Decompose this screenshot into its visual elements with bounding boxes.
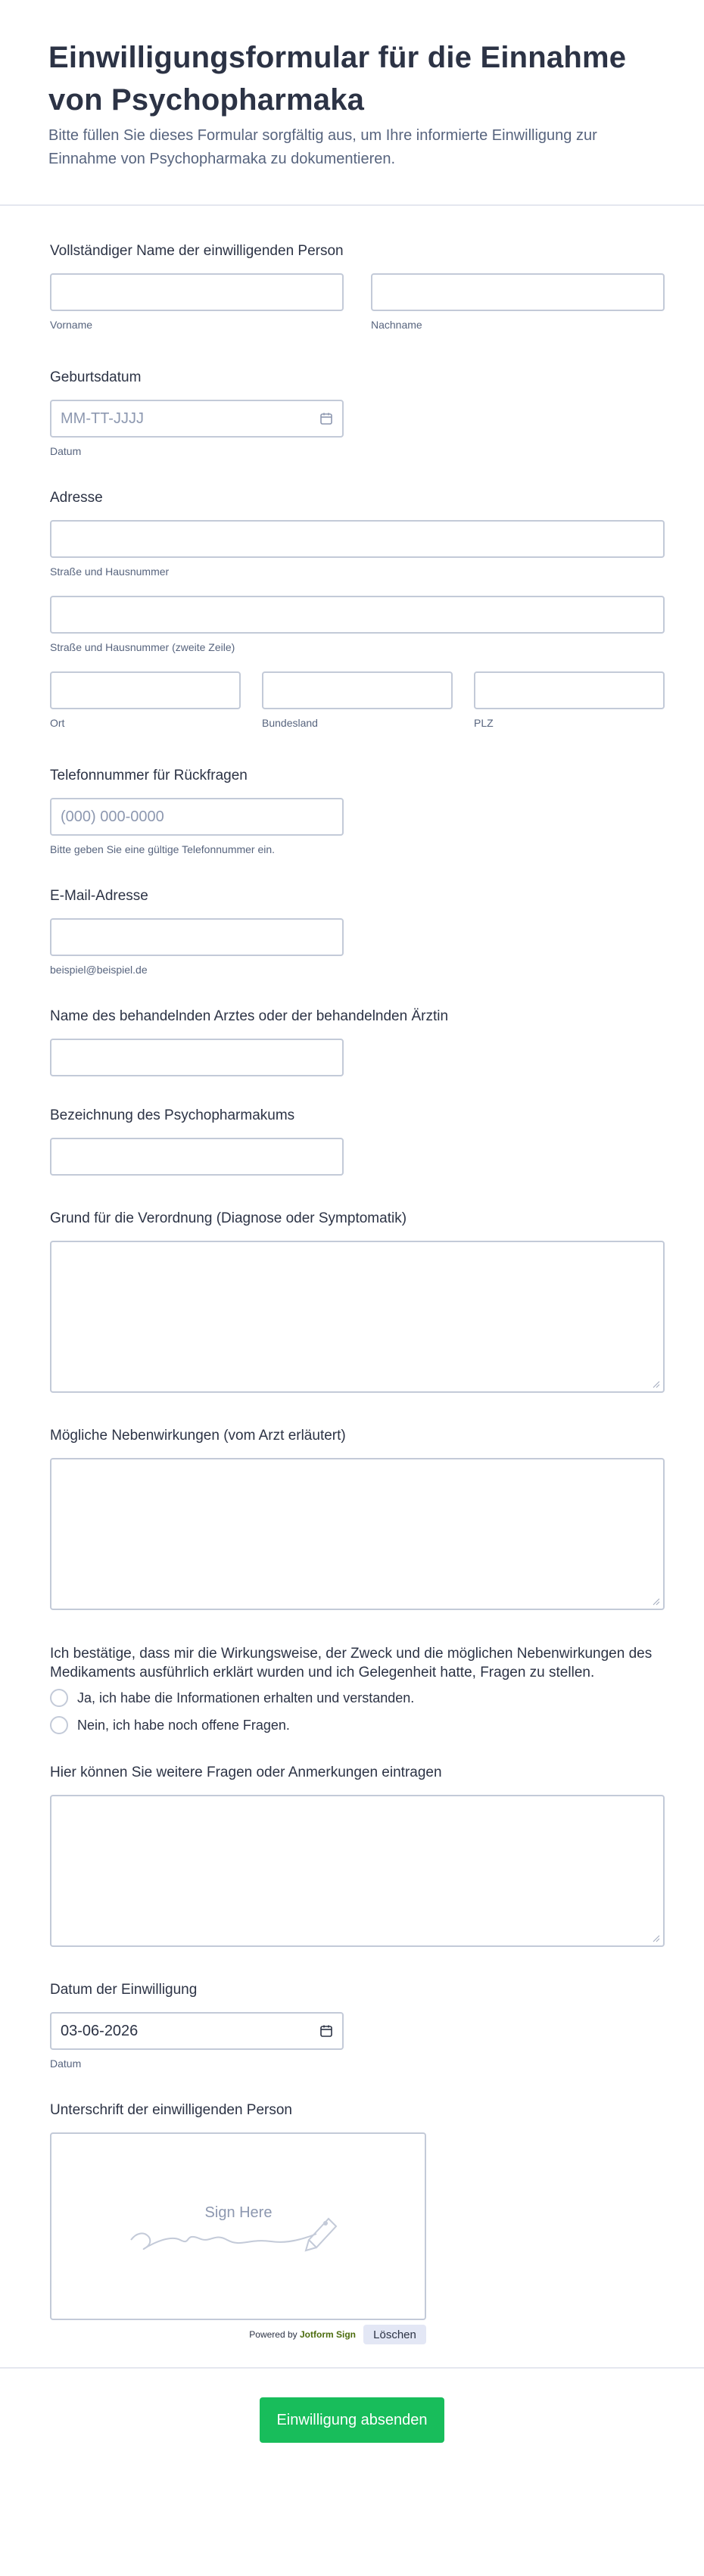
signature-pad[interactable]	[50, 2132, 426, 2320]
jotform-sign-brand: Jotform Sign	[300, 2329, 356, 2340]
confirmation-options	[50, 1688, 654, 1735]
consent-date-field	[42, 1981, 662, 2071]
confirmation-field	[42, 1644, 662, 1735]
birthdate-label: Geburtsdatum	[50, 369, 142, 385]
address-label: Adresse	[50, 490, 103, 506]
clear-signature-button[interactable]: Löschen	[363, 2325, 426, 2344]
street2-sublabel: Straße und Hausnummer (zweite Zeile)	[50, 641, 235, 653]
city-input[interactable]	[50, 671, 241, 709]
reason-textarea[interactable]	[50, 1241, 665, 1393]
consent-date-input[interactable]	[50, 2012, 344, 2050]
side-effects-field	[42, 1427, 662, 1610]
street2-input[interactable]	[50, 596, 665, 634]
drug-input[interactable]	[50, 1138, 344, 1176]
drug-label: Bezeichnung des Psychopharmakums	[50, 1107, 295, 1123]
last-name-sublabel: Nachname	[371, 319, 422, 331]
phone-label: Telefonnummer für Rückfragen	[50, 768, 248, 783]
signature-scribble	[131, 2233, 316, 2249]
drug-field	[42, 1107, 662, 1176]
phone-input[interactable]	[50, 798, 344, 836]
questions-label: Hier können Sie weitere Fragen oder Anmerkungen eintragen	[50, 1765, 442, 1780]
doctor-field	[42, 1008, 662, 1076]
first-name-input[interactable]	[50, 273, 344, 311]
birthdate-input[interactable]	[50, 400, 344, 438]
form-header	[0, 0, 704, 206]
birthdate-sublabel: Datum	[50, 445, 82, 457]
calendar-icon[interactable]	[319, 412, 333, 425]
email-input[interactable]	[50, 918, 344, 956]
questions-field	[42, 1764, 662, 1947]
consent-date-label: Datum der Einwilligung	[50, 1982, 198, 1998]
form-title: Einwilligungsformular für die Einnahme von Psychopharmaka	[48, 41, 627, 117]
form-subtitle: Bitte füllen Sie dieses Formular sorgfältig aus, um Ihre informierte Einwilligung zur Einnahme von Psychopharmaka zu dokumentieren.	[48, 127, 597, 167]
side-effects-textarea[interactable]	[50, 1458, 665, 1610]
submit-button[interactable]: Einwilligung absenden	[260, 2397, 444, 2443]
radio-option-yes[interactable]	[50, 1688, 654, 1708]
phone-sublabel: Bitte geben Sie eine gültige Telefonnummer ein.	[50, 843, 276, 855]
resize-handle-icon[interactable]	[653, 1935, 660, 1942]
signature-placeholder-graphic	[51, 2134, 428, 2322]
signature-footer	[50, 2325, 426, 2344]
confirmation-label: Ich bestätige, dass mir die Wirkungsweise, der Zweck und die möglichen Nebenwirkungen des Medikaments ausführlich erklärt wurden und ich Gelegenheit hatte, Fragen zu stellen.	[50, 1646, 653, 1680]
last-name-input[interactable]	[371, 273, 665, 311]
zip-sublabel: PLZ	[474, 717, 494, 729]
doctor-label: Name des behandelnden Arztes oder der behandelnden Ärztin	[50, 1008, 449, 1024]
city-sublabel: Ort	[50, 717, 65, 729]
email-field	[42, 887, 662, 977]
radio-label-no: Nein, ich habe noch offene Fragen.	[77, 1717, 290, 1733]
full-name-label: Vollständiger Name der einwilligenden Person	[50, 243, 344, 259]
reason-label: Grund für die Verordnung (Diagnose oder Symptomatik)	[50, 1210, 407, 1226]
doctor-input[interactable]	[50, 1039, 344, 1076]
powered-by-text: Powered by Jotform Sign	[249, 2329, 356, 2340]
consent-date-sublabel: Datum	[50, 2057, 82, 2070]
email-label: E-Mail-Adresse	[50, 888, 148, 904]
radio-button[interactable]	[50, 1716, 68, 1734]
pen-icon	[309, 2219, 336, 2247]
full-name-field	[42, 242, 662, 332]
side-effects-label: Mögliche Nebenwirkungen (vom Arzt erläutert)	[50, 1428, 346, 1444]
resize-handle-icon[interactable]	[653, 1598, 660, 1606]
calendar-icon[interactable]	[319, 2024, 333, 2038]
form-body	[0, 242, 704, 2344]
street-input[interactable]	[50, 520, 665, 558]
signature-label: Unterschrift der einwilligenden Person	[50, 2102, 292, 2118]
radio-button[interactable]	[50, 1689, 68, 1707]
email-sublabel: beispiel@beispiel.de	[50, 964, 148, 976]
sign-here-text: Sign Here	[204, 2204, 273, 2221]
resize-handle-icon[interactable]	[653, 1381, 660, 1388]
radio-option-no[interactable]	[50, 1715, 654, 1735]
birthdate-field	[42, 369, 662, 459]
zip-input[interactable]	[474, 671, 665, 709]
phone-field	[42, 767, 662, 857]
signature-field	[42, 2101, 662, 2344]
address-field	[42, 489, 662, 730]
state-input[interactable]	[262, 671, 453, 709]
state-sublabel: Bundesland	[262, 717, 318, 729]
radio-label-yes: Ja, ich habe die Informationen erhalten und verstanden.	[77, 1690, 415, 1705]
first-name-sublabel: Vorname	[50, 319, 93, 331]
questions-textarea[interactable]	[50, 1795, 665, 1947]
submit-area	[0, 2367, 704, 2497]
street-sublabel: Straße und Hausnummer	[50, 565, 170, 578]
reason-field	[42, 1210, 662, 1393]
